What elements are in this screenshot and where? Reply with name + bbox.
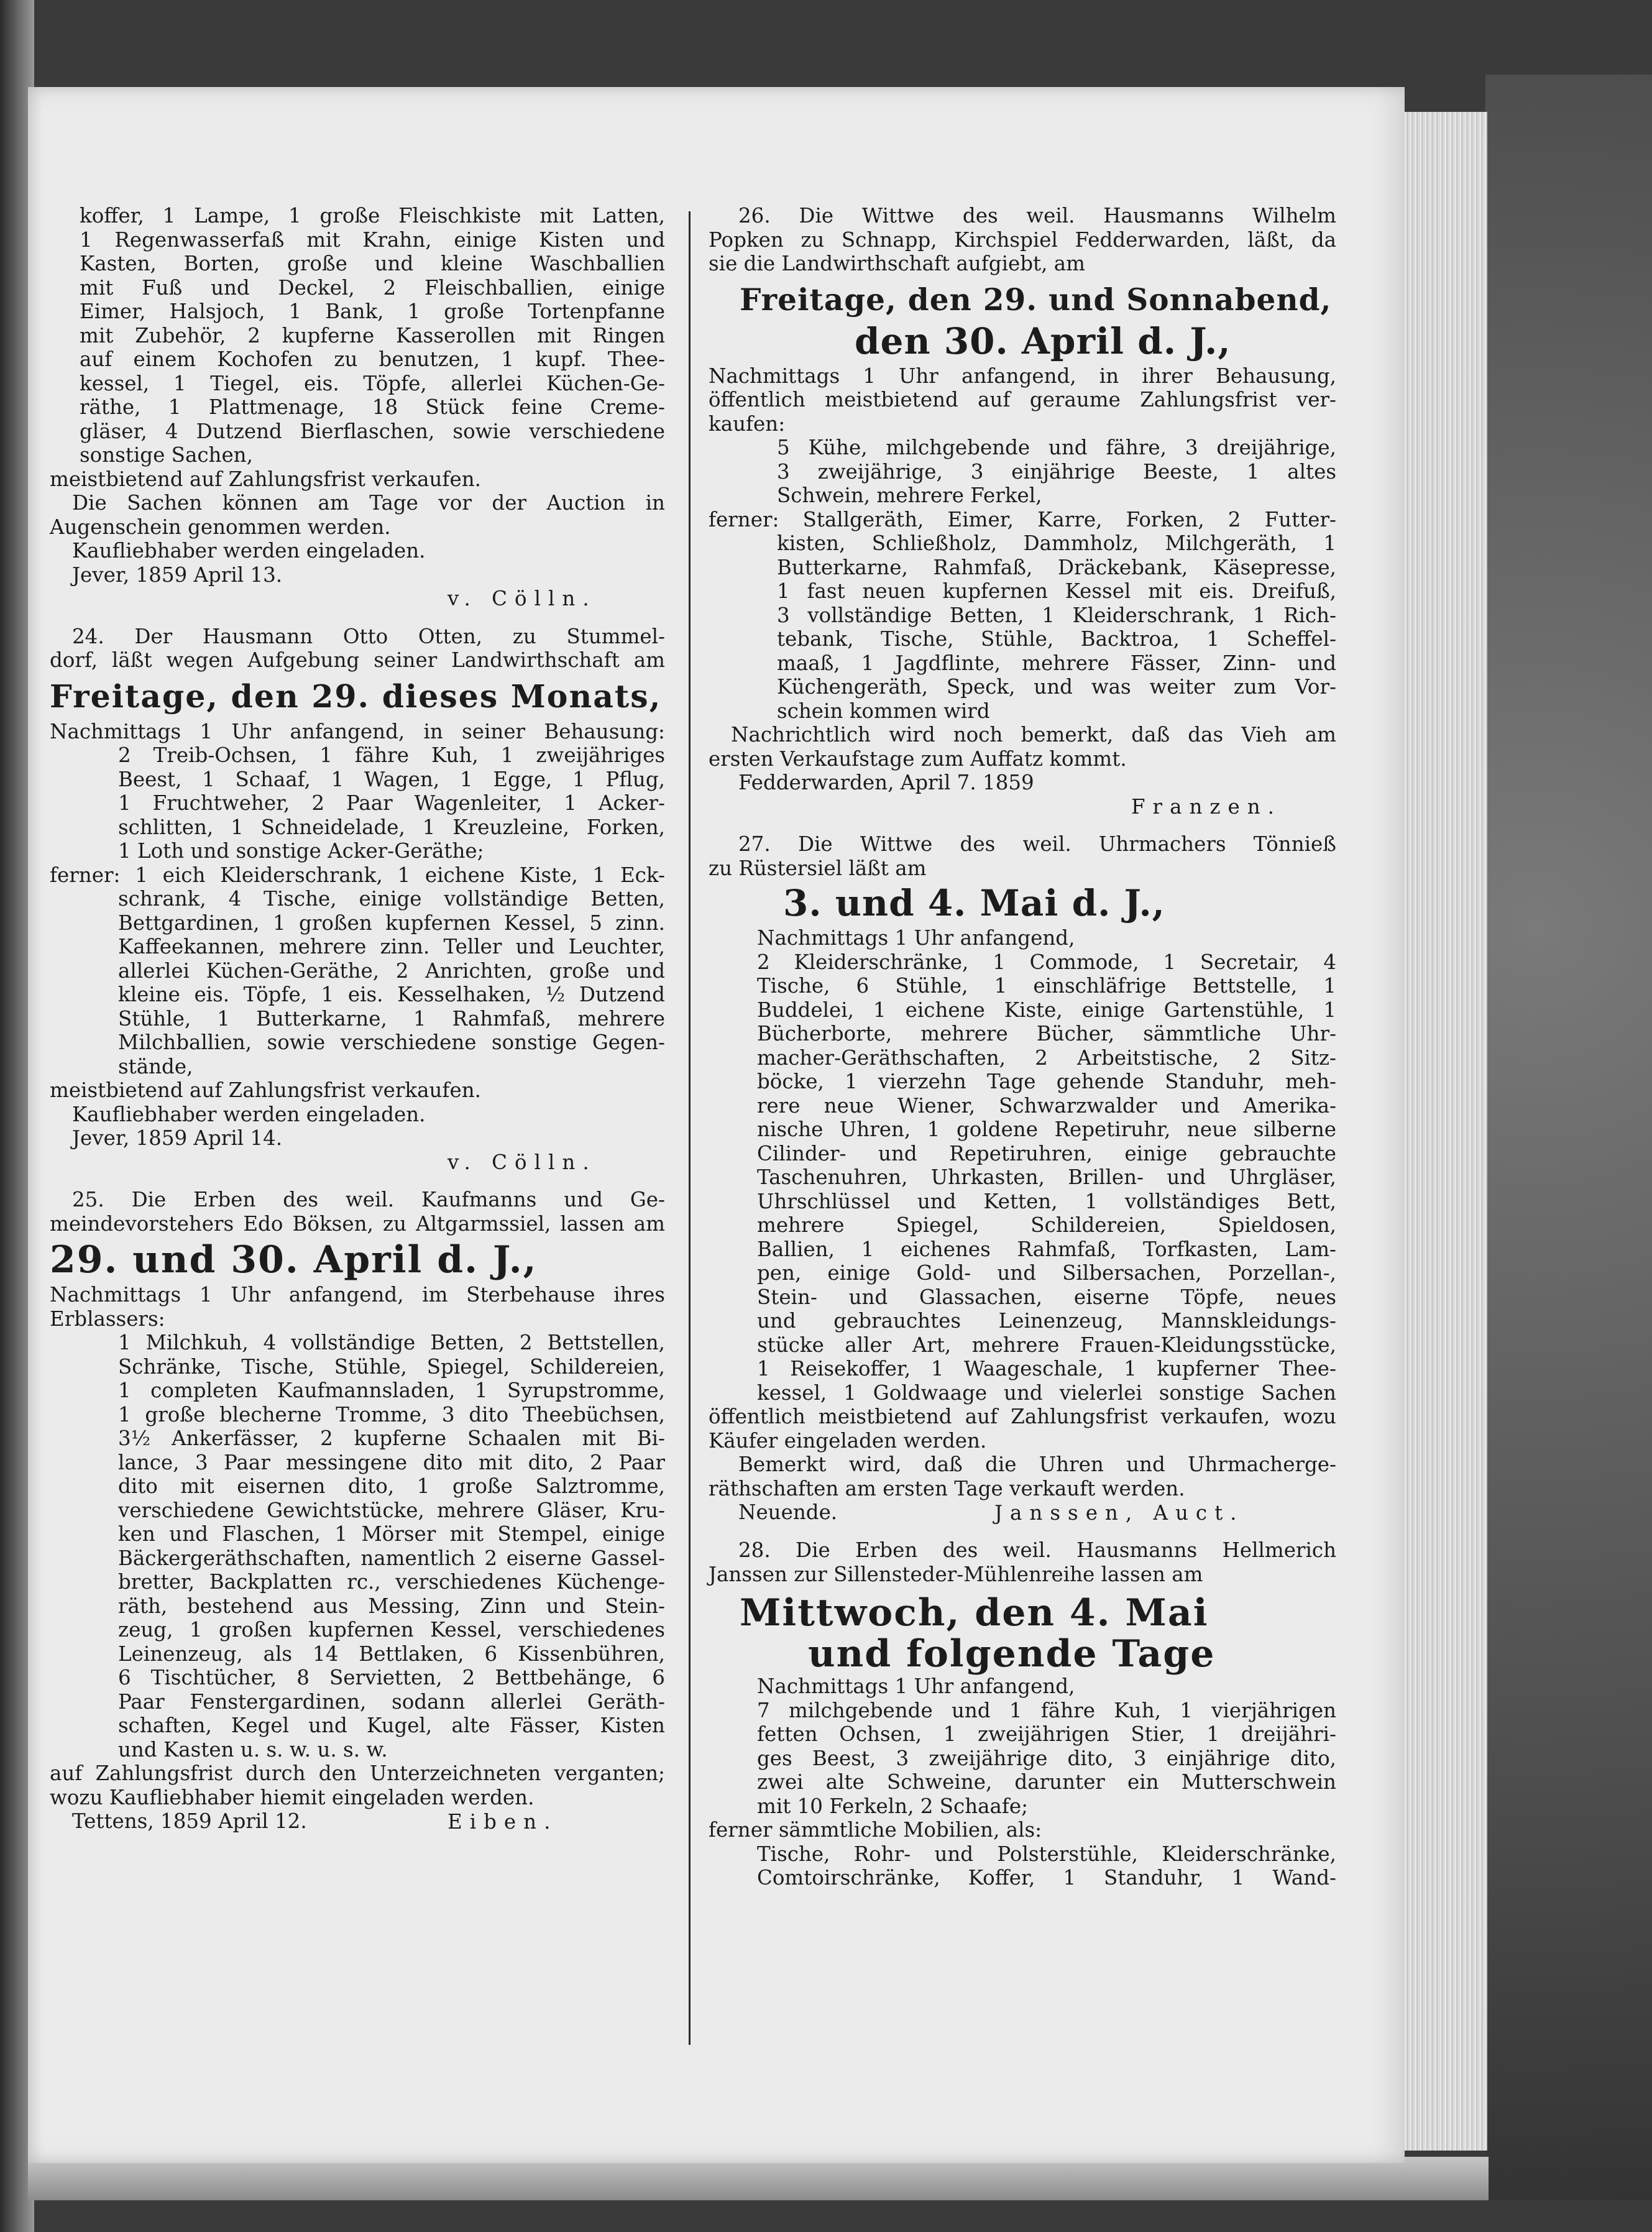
text-line: ferner sämmtliche Mobilien, als: [709,1818,1042,1842]
item-line: Uhrschlüssel und Ketten, 1 vollständiges Bett, [757,1189,1336,1213]
text-line: Die Sachen können am Tage vor der Auction in [72,491,665,515]
notice-intro: dorf, läßt wegen Aufgebung seiner Landwirthschaft am [50,648,665,672]
text-line: Jever, 1859 April 14. [72,1126,283,1150]
item-line: Milchballien, sowie verschiedene sonstige Gegen- [118,1031,665,1054]
item-line: ges Beest, 3 zweijährige dito, 3 einjährige dito, [757,1746,1336,1770]
signature: Janssen, Auct. [994,1500,1244,1525]
item-line: Kaffeekannen, mehrere zinn. Teller und Leuchter, [118,935,665,958]
item-line: schrank, 4 Tische, einige vollständige Betten, [118,887,665,911]
item-line: fetten Ochsen, 1 zweijährigen Stier, 1 dreijähri- [757,1722,1336,1746]
text-line: wozu Kaufliebhaber hiemit eingeladen werden. [50,1785,535,1809]
text-line: Augenschein genommen werden. [50,515,391,539]
item-line: Cilinder- und Repetiruhren, einige gebrauchte [757,1141,1336,1165]
item-line: kisten, Schließholz, Dammholz, Milchgeräth, 1 [777,531,1336,555]
notice-intro: 26. Die Wittwe des weil. Hausmanns Wilhelm [738,204,1336,227]
signature: v. Cölln. [447,587,597,610]
item-line: 1 Milchkuh, 4 vollständige Betten, 2 Bettstellen, [118,1331,665,1354]
item-line: schlitten, 1 Schneidelade, 1 Kreuzleine, Forken, [118,815,665,839]
item-line: schein kommen wird [777,699,990,723]
signature: Eiben. [447,1809,558,1834]
item-line: Tische, 6 Stühle, 1 einschläfrige Bettstelle, 1 [757,974,1336,998]
notice-time: öffentlich meistbietend auf geraume Zahlungsfrist ver- [709,388,1336,411]
text-line: meistbietend auf Zahlungsfrist verkaufen. [50,1078,481,1102]
item-line: pen, einige Gold- und Silbersachen, Porzellan-, [757,1261,1336,1285]
item-line: Comtoirschränke, Koffer, 1 Standuhr, 1 Wand- [757,1866,1336,1890]
item-line: Stein- und Glassachen, eiserne Töpfe, neues [757,1285,1336,1309]
text-line: Kaufliebhaber werden eingeladen. [72,1102,426,1126]
notice-time: Nachmittags 1 Uhr anfangend, [757,926,1075,950]
text-line: räthe, 1 Plattmenage, 18 Stück feine Creme- [80,395,665,419]
notice-continued [50,204,665,611]
notice-date-heading: den 30. April d. J., [855,319,1231,362]
item-line: maaß, 1 Jagdflinte, mehrere Fässer, Zinn- und [777,651,1336,675]
item-line: verschiedene Gewichtstücke, mehrere Gläser, Kru- [118,1498,665,1522]
item-line: lance, 3 Paar messingene dito mit dito, 2 Paar [118,1450,665,1474]
notice-time: Erblassers: [50,1307,165,1331]
item-line: stücke aller Art, mehrere Frauen-Kleidungsstücke, [757,1333,1336,1357]
item-line: Buddelei, 1 eichene Kiste, einige Gartenstühle, 1 [757,998,1336,1022]
item-line: 3 zweijährige, 3 einjährige Beeste, 1 altes [777,459,1336,484]
text-line: Eimer, Halsjoch, 1 Bank, 1 große Tortenpfanne [80,300,665,323]
text-line: Bemerkt wird, daß die Uhren und Uhrmacherge- [738,1453,1336,1476]
item-line: Ballien, 1 eichenes Rahmfaß, Torfkasten, Lam- [757,1237,1336,1261]
text-line: meistbietend auf Zahlungsfrist verkaufen. [50,467,481,491]
notice-date-heading: und folgende Tage [808,1632,1216,1676]
item-line: Leinenzeug, als 14 Bettlaken, 6 Kissenbühren, [118,1642,665,1666]
item-line: 6 Tischtücher, 8 Servietten, 2 Bettbehänge, 6 [118,1666,665,1689]
notice-intro: 28. Die Erben des weil. Hausmanns Hellmerich [738,1538,1336,1562]
item-line: schaften, Kegel und Kugel, alte Fässer, Kisten [118,1714,665,1737]
notice-date-heading: Mittwoch, den 4. Mai [740,1591,1209,1635]
page-bottom-edge [28,2157,1489,2200]
text-line: räthschaften am ersten Tage verkauft werden. [709,1476,1185,1500]
notice-intro: meindevorstehers Edo Böksen, zu Altgarmssiel, lassen am [50,1211,665,1236]
text-line: auf einem Kochofen zu benutzen, 1 kupf. Thee- [80,347,665,371]
item-line: dito mit eisernen dito, 1 große Salztromme, [118,1474,665,1498]
notice-intro: 27. Die Wittwe des weil. Uhrmachers Tönnieß [738,832,1336,856]
text-line: Käufer eingeladen werden. [709,1428,987,1453]
item-line: 1 Fruchtweher, 2 Paar Wagenleiter, 1 Acker- [118,791,665,815]
item-line: 3 vollständige Betten, 1 Kleiderschrank, 1 Rich- [777,603,1336,627]
page-fore-edge [1392,112,1487,2151]
text-line: Kasten, Borten, große und kleine Waschballien [80,252,665,275]
notice-date-heading: 29. und 30. April d. J., [50,1238,538,1282]
item-line: 1 große blecherne Tromme, 3 dito Theebüchsen, [118,1402,665,1426]
notice-27 [709,832,1336,1525]
item-line: zeug, 1 großen kupfernen Kessel, verschiedenes [118,1618,665,1642]
item-line: ferner: Stallgeräth, Eimer, Karre, Forken, 2 Futter- [709,507,1336,531]
notice-date-heading: Freitage, den 29. und Sonnabend, [740,282,1332,318]
text-line: sonstige Sachen, [80,443,253,467]
right-column [709,204,1336,1890]
text-line: Fedderwarden, April 7. 1859 [738,771,1034,794]
item-line: Beest, 1 Schaaf, 1 Wagen, 1 Egge, 1 Pflug, [118,767,665,791]
item-line: macher-Geräthschaften, 2 Arbeitstische, 2 Sitz- [757,1045,1336,1070]
item-line: Bettgardinen, 1 großen kupfernen Kessel, 5 zinn. [118,911,665,935]
item-line: Küchengeräth, Speck, und was weiter zum Vor- [777,675,1336,699]
notice-time: kaufen: [709,411,786,436]
item-line: nische Uhren, 1 goldene Repetiruhr, neue silberne [757,1118,1336,1141]
item-line: mehrere Spiegel, Schildereien, Spieldosen, [757,1213,1336,1237]
item-line: 7 milchgebende und 1 fähre Kuh, 1 vierjährigen [757,1698,1336,1722]
signature: v. Cölln. [447,1150,597,1174]
item-line: 1 fast neuen kupfernen Kessel mit eis. Dreifuß, [777,579,1336,603]
item-line: bretter, Backplatten rc., verschiedenes Küchenge- [118,1570,665,1594]
notice-intro: zu Rüstersiel läßt am [709,856,927,880]
item-line: 1 Loth und sonstige Acker-Geräthe; [118,839,484,863]
text-line: mit Fuß und Deckel, 2 Fleischballien, einige [80,275,665,300]
notice-time: Nachmittags 1 Uhr anfangend, [757,1674,1075,1698]
item-line: mit 10 Ferkeln, 2 Schaafe; [757,1794,1029,1818]
item-line: Tische, Rohr- und Polsterstühle, Kleiderschränke, [757,1842,1336,1866]
notice-intro: Janssen zur Sillensteder-Mühlenreihe lassen am [709,1562,1203,1586]
text-line: 1 Regenwasserfaß mit Krahn, einige Kisten und [80,227,665,252]
item-line: böcke, 1 vierzehn Tage gehende Standuhr, meh- [757,1070,1336,1093]
item-line: ken und Flaschen, 1 Mörser mit Stempel, einige [118,1522,665,1546]
item-line: zwei alte Schweine, darunter ein Mutterschwein [757,1770,1336,1794]
column-divider [689,211,691,2045]
item-line: 1 completen Kaufmannsladen, 1 Syrupstromme, [118,1379,665,1402]
item-line: 2 Treib-Ochsen, 1 fähre Kuh, 1 zweijähriges [118,743,665,767]
item-line: stände, [118,1054,193,1078]
item-line: Butterkarne, Rahmfaß, Dräckebank, Käsepresse, [777,555,1336,579]
item-line: ferner: 1 eich Kleiderschrank, 1 eichene Kiste, 1 Eck- [50,863,665,887]
item-line: kleine eis. Töpfe, 1 eis. Kesselhaken, ½ Dutzend [118,983,665,1006]
text-line: auf Zahlungsfrist durch den Unterzeichneten verganten; [50,1761,665,1785]
notice-intro: 24. Der Hausmann Otto Otten, zu Stummel- [72,624,665,648]
notice-25 [50,1188,665,1834]
text-line: koffer, 1 Lampe, 1 große Fleischkiste mit Latten, [80,204,665,227]
notice-intro: 25. Die Erben des weil. Kaufmanns und Ge- [72,1188,665,1211]
text-line: kessel, 1 Tiegel, eis. Töpfe, allerlei Küchen-Ge- [80,371,665,395]
notice-time: Nachmittags 1 Uhr anfangend, in ihrer Behausung, [709,364,1336,388]
notice-intro: sie die Landwirthschaft aufgiebt, am [709,252,1085,275]
item-line: 1 Reisekoffer, 1 Waageschale, 1 kupferner Thee- [757,1357,1336,1380]
notice-time: Nachmittags 1 Uhr anfangend, im Sterbehause ihres [50,1283,665,1307]
notice-26 [709,204,1336,819]
text-line: öffentlich meistbietend auf Zahlungsfrist verkaufen, wozu [709,1405,1336,1428]
signature: Franzen. [1131,794,1282,819]
item-line: Taschenuhren, Uhrkasten, Brillen- und Uhrgläser, [757,1165,1336,1189]
item-line: Schränke, Tische, Stühle, Spiegel, Schildereien, [118,1354,665,1379]
item-line: Bäckergeräthschaften, namentlich 2 eiserne Gassel- [118,1546,665,1570]
text-line: Jever, 1859 April 13. [72,563,283,587]
item-line: kessel, 1 Goldwaage und vielerlei sonstige Sachen [757,1380,1336,1405]
item-line: Paar Fenstergardinen, sodann allerlei Geräth- [118,1689,665,1714]
text-line: Tettens, 1859 April 12. [72,1809,307,1833]
text-line: Neuende. [738,1500,838,1524]
notice-date-heading: Freitage, den 29. dieses Monats, [50,677,662,715]
notice-date-heading: 3. und 4. Mai d. J., [783,882,1165,924]
notice-intro: Popken zu Schnapp, Kirchspiel Fedderwarden, läßt, da [709,227,1336,252]
item-line: Schwein, mehrere Ferkel, [777,484,1042,507]
notice-24 [50,625,665,1175]
item-line: Bücherborte, mehrere Bücher, sämmtliche Uhr- [757,1022,1336,1045]
item-line: und Kasten u. s. w. u. s. w. [118,1737,388,1761]
item-line: 5 Kühe, milchgebende und fähre, 3 dreijährige, [777,436,1336,459]
item-line: Stühle, 1 Butterkarne, 1 Rahmfaß, mehrere [118,1006,665,1031]
item-line: tebank, Tische, Stühle, Backtroa, 1 Scheffel- [777,627,1336,651]
item-line: 2 Kleiderschränke, 1 Commode, 1 Secretair, 4 [757,950,1336,974]
item-line: allerlei Küchen-Geräthe, 2 Anrichten, große und [118,958,665,983]
item-line: und gebrauchtes Leinenzeug, Mannskleidungs- [757,1309,1336,1333]
notice-28 [709,1538,1336,1890]
item-line: rere neue Wiener, Schwarzwalder und Amerika- [757,1093,1336,1118]
text-line: Nachrichtlich wird noch bemerkt, daß das Vieh am [731,723,1336,746]
notice-time: Nachmittags 1 Uhr anfangend, in seiner Behausung: [50,719,665,743]
item-line: räth, bestehend aus Messing, Zinn und Stein- [118,1594,665,1618]
text-line: Kaufliebhaber werden eingeladen. [72,539,426,563]
left-column [50,204,665,1834]
text-line: ersten Verkaufstage zum Auffatz kommt. [709,746,1127,771]
text-line: gläser, 4 Dutzend Bierflaschen, sowie verschiedene [80,419,665,443]
book-cover-edge [1485,75,1652,2200]
item-line: 3½ Ankerfässer, 2 kupferne Schaalen mit Bi- [118,1426,665,1450]
text-line: mit Zubehör, 2 kupferne Kasserollen mit Ringen [80,323,665,347]
